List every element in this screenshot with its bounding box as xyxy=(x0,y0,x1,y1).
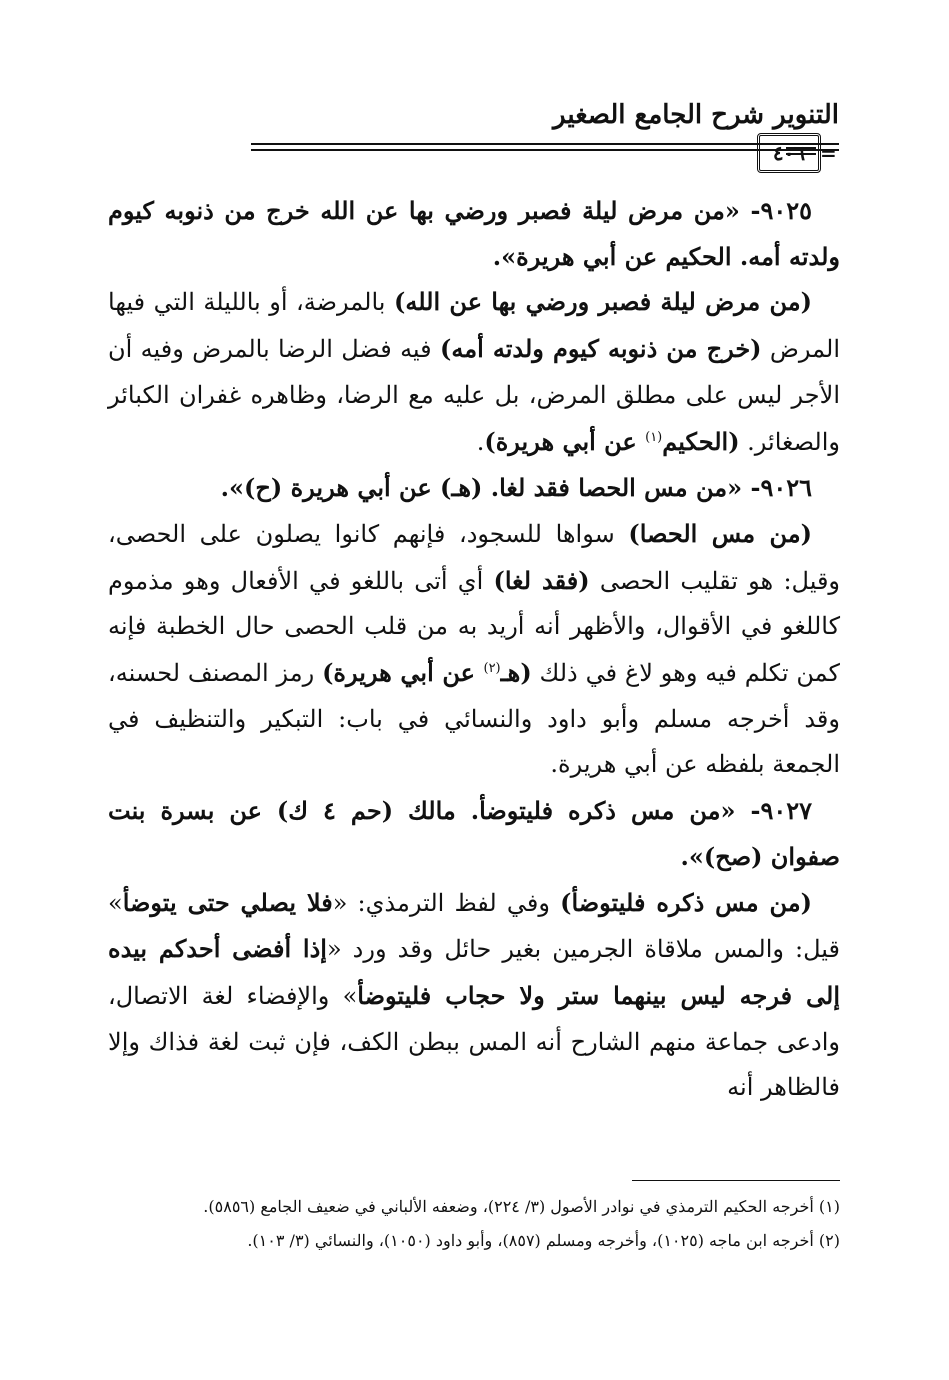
page-number: ٤٠٦ xyxy=(772,141,806,165)
text: بالمرضة، أو بالليلة التي فيها المرض xyxy=(108,288,841,364)
footnote-ref: (٢) xyxy=(483,661,501,677)
header-rule xyxy=(251,143,839,145)
text: » والإفضاء لغة الاتصال، وادعى جماعة منهم الشارح أنه المس ببطن الكف، فإن ثبت لغة فذاك وإلا فالظاهر أنه xyxy=(108,981,840,1102)
hadith-text: «من مرض ليلة فصبر ورضي بها عن الله خرج من ذنوبه كيوم ولدته أمه. الحكيم عن أبي هريرة». xyxy=(108,196,840,271)
hadith-number: ٩٠٢٧- xyxy=(750,796,813,826)
hadith-number: ٩٠٢٦- xyxy=(750,473,812,503)
text: سواها للسجود، فإنهم كانوا يصلون على الحصى، وقيل: هو تقليب الحصى xyxy=(108,519,841,595)
quote-bold: (من مس الحصا) xyxy=(628,518,812,548)
quote-bold: (فقد لغا) xyxy=(493,565,590,595)
book-title: التنوير شرح الجامع الصغير xyxy=(553,100,839,130)
commentary-9027 xyxy=(108,880,840,1112)
quote-bold: عن أبي هريرة) xyxy=(484,426,646,456)
text: » قيل: والمس ملاقاة الجرمين بغير حائل وقد ورد « xyxy=(108,888,841,964)
page-number-box xyxy=(757,133,821,173)
footnote-separator xyxy=(632,1180,840,1181)
text: . xyxy=(476,427,485,456)
footnote: (٢) أخرجه ابن ماجه (١٠٢٥)، وأخرجه ومسلم (٨٥٧)، وأبو داود (١٠٥٠)، والنسائي (٣/ ١٠٣). xyxy=(247,1231,840,1250)
quote-bold: (هـ xyxy=(500,658,532,688)
hadith-9025 xyxy=(108,188,840,279)
quote-bold: (من مرض ليلة فصبر ورضي بها عن الله) xyxy=(394,287,812,317)
quote-bold: (من مس ذكره فليتوضأ) xyxy=(560,887,812,917)
hadith-text: «من مس الحصا فقد لغا. (هـ) عن أبي هريرة (ح)». xyxy=(220,473,743,503)
text: وفي لفظ الترمذي: « xyxy=(332,888,561,917)
footnotes xyxy=(108,1190,840,1258)
text: فيه فضل الرضا بالمرض وفيه أن الأجر ليس على مطلق المرض، بل عليه مع الرضا، وظاهره غفران الكبائر والصغائر. xyxy=(108,335,840,456)
commentary-9026 xyxy=(108,511,840,788)
page-mark: = xyxy=(820,141,837,165)
footnote-ref: (١) xyxy=(645,429,663,445)
quote-bold: عن أبي هريرة) xyxy=(322,658,484,688)
text: أي أتى باللغو في الأفعال وهو مذموم كاللغو في الأقوال، والأظهر أنه أريد به من قلب الحصى حال الخطبة فإنه كمن تكلم فيه وهو لاغ في ذلك xyxy=(108,566,840,688)
text: رمز المصنف لحسنه، وقد أخرجه مسلم وأبو داود والنسائي في باب: التبكير والتنظيف في الجمعة بلفظه عن أبي هريرة. xyxy=(108,659,840,779)
header-rule xyxy=(251,149,839,151)
hadith-9026 xyxy=(108,465,840,511)
quote-bold: إذا أفضى أحدكم بيده إلى فرجه ليس بينهما ستر ولا حجاب فليتوضأ xyxy=(108,934,840,1010)
quote-bold: فلا يصلي حتى يتوضأ xyxy=(122,887,333,917)
hadith-9027 xyxy=(108,788,840,879)
footnote: (١) أخرجه الحكيم الترمذي في نوادر الأصول (٣/ ٢٢٤)، وضعفه الألباني في ضعيف الجامع (٥٨٥٦). xyxy=(203,1197,840,1216)
hadith-text: «من مس ذكره فليتوضأ. مالك (حم ٤ ك) عن بسرة بنت صفوان (صح)». xyxy=(108,796,840,871)
quote-bold: (خرج من ذنوبه كيوم ولدته أمه) xyxy=(440,334,762,364)
quote-bold: (الحكيم xyxy=(662,426,740,456)
main-text xyxy=(108,188,840,1111)
commentary-9025 xyxy=(108,279,840,465)
hadith-number: ٩٠٢٥- xyxy=(750,196,813,225)
